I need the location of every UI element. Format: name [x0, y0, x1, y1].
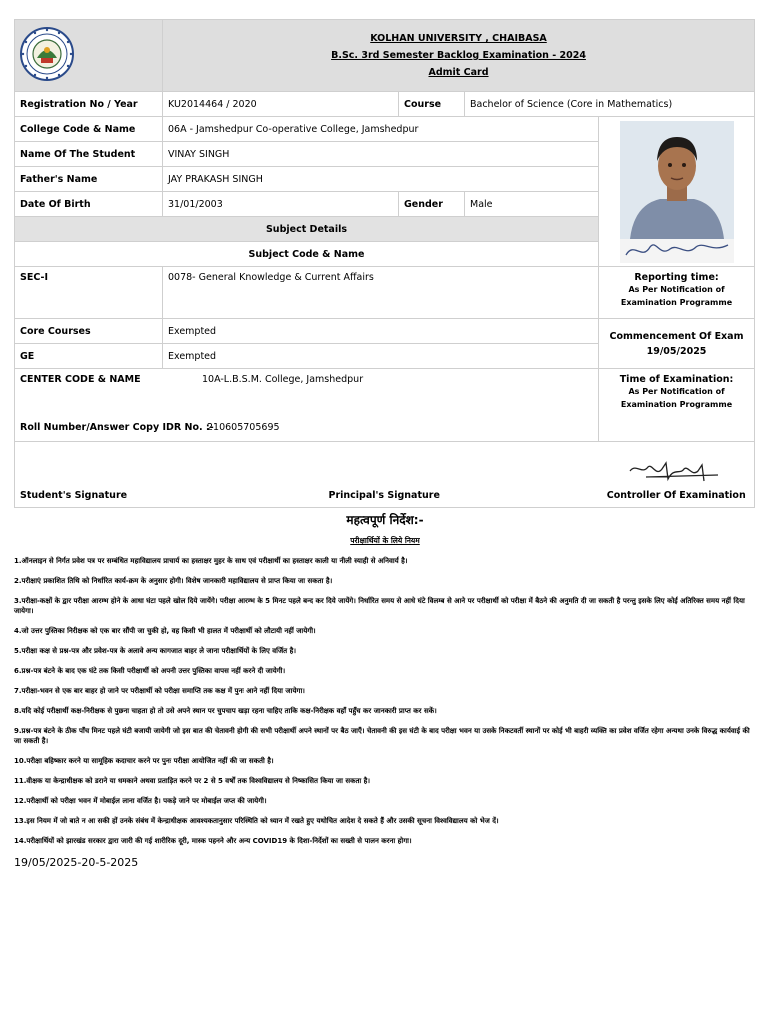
- header-titles: [163, 20, 755, 92]
- rule-item: 5.परीक्षा कक्ष से प्रश्न-पत्र और प्रवेश-पत्र के अलावे अन्य कागजात बाहर ले जाना परीक्षार्थियों के लिए वर्जित है।: [14, 647, 296, 655]
- footer-date: 19/05/2025-20-5-2025: [14, 856, 139, 869]
- reporting-time-value: As Per Notification of Examination Programme: [620, 285, 733, 307]
- reporting-time-label: Reporting time:: [634, 272, 719, 283]
- sec-value: 0078- General Knowledge & Current Affairs: [163, 267, 599, 319]
- exam-time-label: Time of Examination:: [619, 374, 734, 385]
- father-name-value: JAY PRAKASH SINGH: [163, 167, 599, 192]
- core-courses-label: Core Courses: [15, 319, 163, 344]
- document-type: Admit Card: [428, 67, 489, 78]
- course-label: Course: [399, 92, 465, 117]
- photo-cell: [599, 117, 755, 267]
- exam-time-cell: [599, 369, 755, 442]
- roll-number-label: Roll Number/Answer Copy IDR No. :-: [20, 422, 214, 433]
- rule-item: 10.परीक्षा बहिष्कार करने या सामूहिक कदाचार करने पर पुनः परीक्षा आयोजित नहीं की जा सकती है।: [14, 757, 274, 765]
- controller-signature-label: Controller Of Examination: [606, 490, 746, 501]
- core-courses-value: Exempted: [163, 319, 599, 344]
- rule-item: 13.इस नियम में जो बाते न आ सकी हों उनके संबंध में केन्द्राधीक्षक आवश्यकतानुसार परिस्थिति को ध्यान में रखते हुए यथोचित आदेश दे सकते हैं और उसकी सूचना विश्वविद्यालय को भेज दें।: [14, 817, 499, 825]
- rule-item: 4.जो उत्तर पुस्तिका निरीक्षक को एक बार सौंपी जा चुकी हो, वह किसी भी हालत में परीक्षार्थी को लौटायी नहीं जायेगी।: [14, 627, 316, 635]
- controller-signature-icon: [626, 457, 726, 487]
- sec-label: SEC-I: [15, 267, 163, 319]
- subject-details-heading: Subject Details: [15, 217, 599, 242]
- rules-list: [14, 556, 756, 846]
- instructions-heading: महत्वपूर्ण निर्देश:-: [346, 513, 424, 527]
- rule-item: 3.परीक्षा-कक्षों के द्वार परीक्षा आरम्भ होने के आधा घंटा पहले खोल दिये जायेंगे। परीक्षा आरम्भ के 5 मिनट पहले बन्द कर दिये जायेंगे। निर्धारित समय से आधे घंटे विलम्ब से आने पर परीक्षार्थी को परीक्षा में बैठने की अनुमति दी जा सकती है परन्तु इसके लिए कोई अतिरिक्त समय नहीं दिया जायेगा।: [14, 597, 745, 615]
- course-value: Bachelor of Science (Core in Mathematics): [465, 92, 755, 117]
- college-label: College Code & Name: [15, 117, 163, 142]
- center-label: CENTER CODE & NAME: [20, 374, 141, 385]
- rule-item: 11.वीक्षक या केन्द्राधीक्षक को डराने या धमकाने अथवा प्रताड़ित करने पर 2 से 5 वर्षों तक विश्वविद्यालय से निष्कासित किया जा सकता है।: [14, 777, 371, 785]
- university-name: KOLHAN UNIVERSITY , CHAIBASA: [370, 33, 547, 44]
- gender-label: Gender: [399, 192, 465, 217]
- registration-label: Registration No / Year: [15, 92, 163, 117]
- student-name-label: Name Of The Student: [15, 142, 163, 167]
- dob-label: Date Of Birth: [15, 192, 163, 217]
- ge-label: GE: [15, 344, 163, 369]
- commencement-cell: [599, 319, 755, 369]
- instructions-subheading: परीक्षार्थियों के लिये नियम: [350, 536, 420, 545]
- college-value: 06A - Jamshedpur Co-operative College, Jamshedpur: [163, 117, 599, 142]
- student-photo: [620, 121, 734, 263]
- student-signature-label: Student's Signature: [15, 442, 399, 508]
- rule-item: 6.प्रश्न-पत्र बंटने के बाद एक घंटे तक किसी परीक्षार्थी को अपनी उत्तर पुस्तिका वापस नहीं करने दी जायेगी।: [14, 667, 286, 675]
- principal-signature-label: Principal's Signature: [328, 490, 440, 501]
- commencement-label: Commencement Of Exam: [609, 330, 744, 342]
- center-roll-cell: [15, 369, 599, 442]
- rule-item: 14.परीक्षार्थियों को झारखंड सरकार द्वारा जारी की गई शारीरिक दूरी, मास्क पहनने और अन्य COVID19 के दिशा-निर्देशों का सख्ती से पालन करना होगा।: [14, 837, 412, 845]
- commencement-date: 19/05/2025: [646, 345, 707, 357]
- controller-signature-cell: [599, 442, 755, 508]
- gender-value: Male: [465, 192, 599, 217]
- ge-value: Exempted: [163, 344, 599, 369]
- registration-value: KU2014464 / 2020: [163, 92, 399, 117]
- university-seal-icon: [19, 26, 75, 82]
- roll-number-value: 210605705695: [207, 422, 280, 433]
- rule-item: 9.प्रश्न-पत्र बंटने के ठीक पाँच मिनट पहले घंटी बजायी जायेगी जो इस बात की चेतावनी होगी की सभी परीक्षार्थी अपने स्थानों पर बैठ जाएँ। चेतावनी की इस घंटी के बाद परीक्षा भवन या उसके निकटवर्ती स्थानों पर कोई भी बाहरी व्यक्ति का प्रवेश वर्जित रहेगा अन्यथा उनके विरुद्ध कार्यवाई की जा सकती है।: [14, 727, 750, 745]
- father-name-label: Father's Name: [15, 167, 163, 192]
- rule-item: 8.यदि कोई परीक्षार्थी कक्ष-निरीक्षक से पुछना चाहता हो तो उसे अपने स्थान पर चुपचाप खड़ा रहना चाहिए ताकि कक्ष-निरीक्षक वहाँ पहुँच कर जानकारी प्राप्त कर सकें।: [14, 707, 437, 715]
- reporting-time-cell: [599, 267, 755, 319]
- rule-item: 1.ऑनलाइन से निर्गत प्रवेश पत्र पर सम्बंधित महाविद्यालय प्राचार्य का हस्ताक्षर मुहर के साथ एवं परीक्षार्थी का हस्ताक्षर काली या नीली स्याही से अनिवार्य है।: [14, 557, 408, 565]
- logo-cell: [15, 20, 163, 92]
- exam-name: B.Sc. 3rd Semester Backlog Examination - 2024: [331, 50, 586, 61]
- center-value: 10A-L.B.S.M. College, Jamshedpur: [202, 374, 364, 385]
- rule-item: 12.परीक्षार्थी को परीक्षा भवन में मोबाईल लाना वर्जित है। पकड़े जाने पर मोबाईल जप्त की जायेगी।: [14, 797, 267, 805]
- subject-column-heading: Subject Code & Name: [15, 242, 599, 267]
- admit-card-table: [14, 19, 755, 508]
- instructions-section: [14, 512, 756, 869]
- dob-value: 31/01/2003: [163, 192, 399, 217]
- rule-item: 7.परीक्षा-भवन से एक बार बाहर हो जाने पर परीक्षार्थी को परीक्षा समाप्ति तक कक्ष में पुनः आने नहीं दिया जायेगा।: [14, 687, 305, 695]
- exam-time-value: As Per Notification of Examination Programme: [620, 387, 733, 409]
- student-name-value: VINAY SINGH: [163, 142, 599, 167]
- principal-signature-cell: [328, 442, 599, 508]
- rule-item: 2.परीक्षाएं प्रकाशित तिथि को निर्धारित कार्य-क्रम के अनुसार होगी। विशेष जानकारी महाविद्यालय से प्राप्त किया जा सकता है।: [14, 577, 333, 585]
- admit-card: [14, 19, 754, 508]
